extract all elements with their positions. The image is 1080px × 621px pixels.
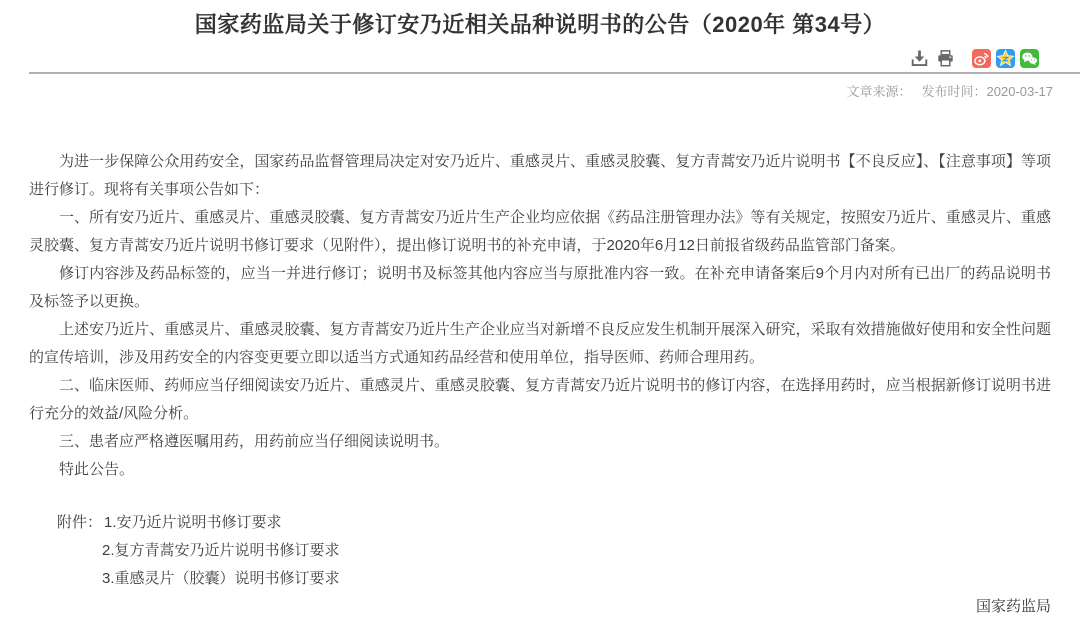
wechat-share-icon[interactable] [1020,49,1039,68]
attachment-link-2[interactable]: 2.复方青蒿安乃近片说明书修订要求 [102,542,340,559]
attachment-row [29,509,1051,537]
attachments-list [29,509,1051,593]
qzone-star-share-icon[interactable] [996,49,1015,68]
paragraph-intro: 为进一步保障公众用药安全，国家药品监督管理局决定对安乃近片、重感灵片、重感灵胶囊、复方青蒿安乃近片说明书【不良反应】、【注意事项】等项进行修订。现将有关事项公告如下： [29,153,1051,198]
print-icon[interactable] [937,50,954,67]
attachment-row [29,537,1051,565]
publish-date: 2020-03-17 [986,84,1053,99]
article-body [29,148,1051,621]
toolbar [911,48,1039,68]
source-label: 文章来源： [846,84,912,99]
header-divider [29,72,1080,74]
paragraph-item-1: 一、所有安乃近片、重感灵片、重感灵胶囊、复方青蒿安乃近片生产企业均应依据《药品注册管理办法》等有关规定，按照安乃近片、重感灵片、重感灵胶囊、复方青蒿安乃近片说明书修订要求（见附件），提出修订说明书的补充申请，于2020年6月12日前报省级药品监管部门备案。 [29,209,1051,254]
attachment-link-3[interactable]: 3.重感灵片（胶囊）说明书修订要求 [102,570,340,587]
download-icon[interactable] [911,50,928,67]
article-meta [846,81,1053,100]
attachment-row [29,565,1051,593]
weibo-share-icon[interactable] [972,49,991,68]
attachments-label: 附件： [57,514,103,531]
publish-label: 发布时间： [921,84,987,99]
share-icons [972,49,1039,68]
page-title: 国家药监局关于修订安乃近相关品种说明书的公告（2020年 第34号） [194,12,886,37]
paragraph-item-2: 二、临床医师、药师应当仔细阅读安乃近片、重感灵片、重感灵胶囊、复方青蒿安乃近片说明书的修订内容，在选择用药时，应当根据新修订说明书进行充分的效益/风险分析。 [29,377,1051,422]
paragraph-item-1-label: 修订内容涉及药品标签的，应当一并进行修订；说明书及标签其他内容应当与原批准内容一致。在补充申请备案后9个月内对所有已出厂的药品说明书及标签予以更换。 [29,265,1051,310]
issuer-signature: 国家药监局 [975,598,1051,615]
paragraph-closing: 特此公告。 [59,461,135,478]
paragraph-item-3: 三、患者应严格遵医嘱用药，用药前应当仔细阅读说明书。 [59,433,450,450]
paragraph-item-1-research: 上述安乃近片、重感灵片、重感灵胶囊、复方青蒿安乃近片生产企业应当对新增不良反应发生机制开展深入研究，采取有效措施做好使用和安全性问题的宣传培训，涉及用药安全的内容变更要立即以适当方式通知药品经营和使用单位，指导医师、药师合理用药。 [29,321,1051,366]
attachment-link-1[interactable]: 1.安乃近片说明书修订要求 [104,514,282,531]
